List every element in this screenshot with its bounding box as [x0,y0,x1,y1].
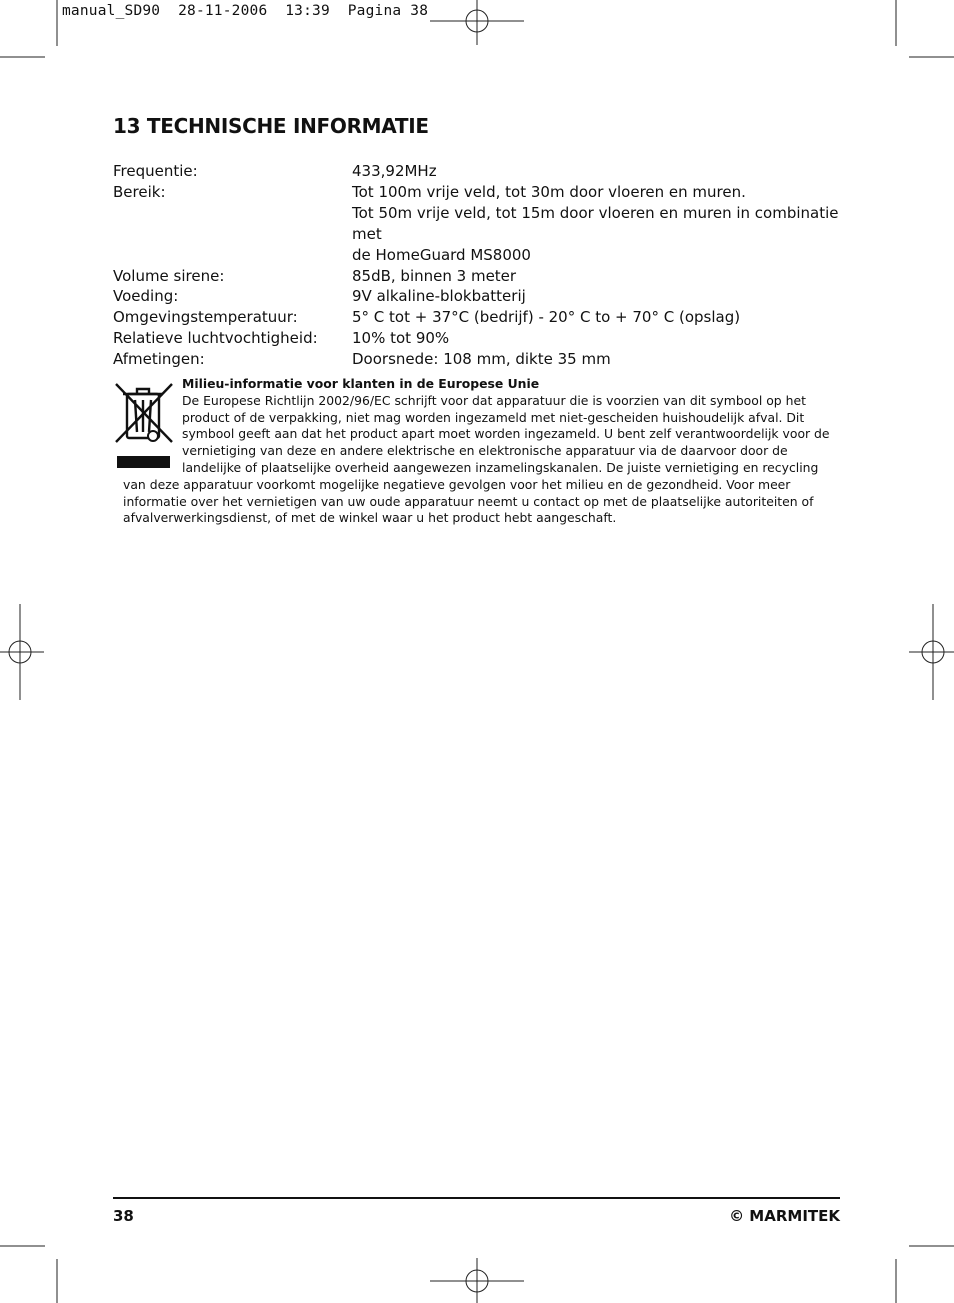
spec-label: Afmetingen: [113,350,205,369]
print-slug: manual_SD90 28-11-2006 13:39 Pagina 38 [62,3,429,19]
spec-label: Frequentie: [113,162,198,180]
spec-row [113,266,853,287]
spec-value: 10% tot 90% [352,329,450,348]
environment-heading: Milieu-informatie voor klanten in de Europese Unie [182,376,540,391]
registration-mark-left [0,604,44,700]
spec-row [113,182,853,203]
page-number: 38 [113,1207,134,1225]
page-title: 13 TECHNISCHE INFORMATIE [113,114,429,138]
spec-value: Tot 100m vrije veld, tot 30m door vloeren en muren. [352,182,746,201]
spec-row [113,328,853,349]
spec-value: 85dB, binnen 3 meter [352,266,517,285]
spec-value: 5° C tot + 37°C (bedrijf) - 20° C to + 70° C (opslag) [352,308,741,327]
spec-label: Volume sirene: [113,266,225,285]
spec-row [113,286,853,307]
spec-value: Doorsnede: 108 mm, dikte 35 mm [352,350,611,369]
spec-label [113,245,352,266]
spec-value: 433,92MHz [352,162,437,180]
environment-body: De Europese Richtlijn 2002/96/EC schrijft voor dat apparatuur die is voorzien van dit symbool op het product of de verpakking, niet mag worden ingezameld met niet-gescheiden huishoudelijk afval. Dit symbool geeft aan dat het product apart moet worden ingezameld. U bent zelf verantwoordelijk voor de vernietiging van deze en andere elektrische en elektronische apparatuur via de daarvoor door de landelijke of plaatselijke overheid aangewezen inzamelingskanalen. De juiste vernietiging en recycling van deze apparatuur voorkomt mogelijke negatieve gevolgen voor het milieu en de gezondheid. Voor meer informatie over het vernietigen van uw oude apparatuur neemt u contact op met de plaatselijke autoriteiten of afvalverwerkingsdienst, of met de winkel waar u het product hebt aangeschaft. [123,392,830,526]
spec-row [113,203,853,245]
spec-label: Voeding: [113,287,179,306]
spec-label: Relatieve luchtvochtigheid: [113,329,318,348]
spec-label [113,203,352,245]
spec-table [113,161,853,370]
spec-label: Bereik: [113,182,166,201]
spec-value: de HomeGuard MS8000 [352,245,531,264]
footer-brand: © MARMITEK [729,1207,840,1225]
registration-mark-bottom [430,1258,524,1303]
spec-row [113,245,853,266]
spec-label: Omgevingstemperatuur: [113,308,298,327]
spec-row [113,307,853,328]
spec-row [113,349,853,370]
registration-mark-top [430,0,524,45]
registration-mark-right [909,604,954,700]
footer-rule [113,1197,840,1199]
spec-value: Tot 50m vrije veld, tot 15m door vloeren en muren in combinatie met [352,203,839,243]
environment-notice [123,376,833,527]
spec-row [113,161,853,182]
spec-value: 9V alkaline-blokbatterij [352,287,526,306]
